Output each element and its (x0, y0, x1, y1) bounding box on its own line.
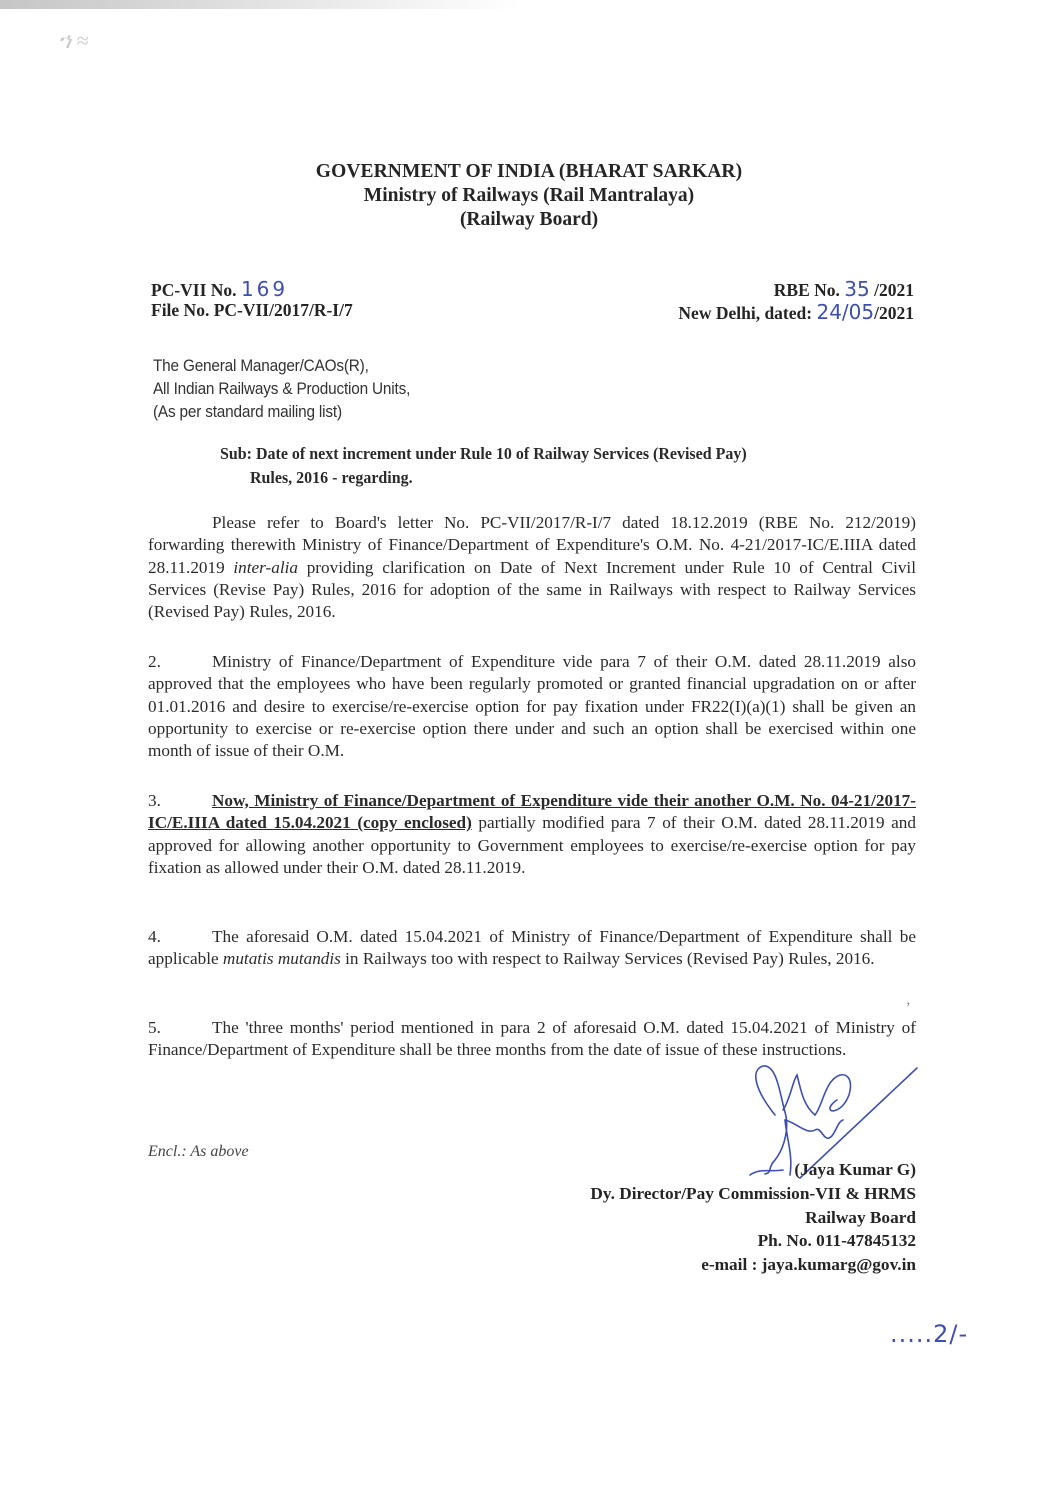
signatory-office: Railway Board (805, 1207, 916, 1227)
paragraph-number: 4. (148, 927, 161, 946)
paragraph-number: 2. (148, 652, 161, 671)
subject-line-1: Sub: Date of next increment under Rule 10 of Railway Services (Revised Pay) (220, 444, 747, 463)
addressee-line: The General Manager/CAOs(R), (153, 357, 369, 375)
date-year: /2021 (874, 303, 914, 323)
dated-line (678, 300, 914, 324)
rbe-year: /2021 (874, 280, 914, 300)
scan-edge-shadow (0, 0, 520, 9)
date-month-handwritten: 05 (848, 300, 875, 324)
file-number: File No. PC-VII/2017/R-I/7 (151, 300, 353, 320)
signatory-email: e-mail : jaya.kumarg@gov.in (701, 1255, 916, 1275)
signatory-designation: Dy. Director/Pay Commission-VII & HRMS (590, 1183, 916, 1203)
underlined-reference: Now, Ministry of Finance/Department of Expenditure vide their another O.M. No. 04-21/2017-IC/E.IIIA dated 15.04.2021 (copy enclosed) (148, 791, 916, 833)
rbe-number-handwritten: 35 (844, 277, 870, 301)
rbe-label: RBE No. (773, 280, 840, 300)
enclosure-note: Encl.: As above (148, 1143, 249, 1160)
continuation-mark: .....2/- (890, 1320, 969, 1348)
pc-number-line (151, 277, 288, 301)
header-board: (Railway Board) (459, 209, 599, 230)
paragraph-1: Please refer to Board's letter No. PC-VII/2017/R-I/7 dated 18.12.2019 (RBE No. 212/2019) forwarding therewith Ministry of Finance/Department of Expenditure's O.M. No. 4-21/2017-IC/E.IIIA dated 28.11.2019 inter-alia providing clarification on Date of Next Increment under Rule 10 of Central Civil Services (Revise Pay) Rules, 2016 for adoption of the same in Railways with respect to Railway Services (Revised Pay) Rules, 2016. (148, 513, 916, 622)
date-day-handwritten: 24 (816, 300, 842, 324)
latin-term: mutatis mutandis (222, 949, 341, 969)
subject-line-2: Rules, 2016 - regarding. (250, 468, 413, 487)
header-government: GOVERNMENT OF INDIA (BHARAT SARKAR) (315, 161, 743, 182)
addressee-line: All Indian Railways & Production Units, (153, 380, 411, 398)
pencil-annotation: ኀ ≈ (58, 28, 89, 53)
paragraph-number: 3. (148, 791, 161, 810)
addressee-line: (As per standard mailing list) (153, 403, 342, 421)
dated-label: New Delhi, dated: (678, 303, 813, 323)
paragraph-4: 4. The aforesaid O.M. dated 15.04.2021 of Ministry of Finance/Department of Expenditure shall be applicable mutatis mutandis in Railways too with respect to Railway Services (Revised Pay) Rules, 2016. (148, 927, 916, 969)
rbe-number-line (774, 277, 914, 301)
signatory-block (590, 1158, 916, 1277)
stray-mark: , (906, 993, 910, 1008)
header-ministry: Ministry of Railways (Rail Mantralaya) (363, 185, 695, 206)
signatory-name: (Jaya Kumar G) (794, 1160, 916, 1179)
paragraph-2: 2. Ministry of Finance/Department of Expenditure vide para 7 of their O.M. dated 28.11.2019 also approved that the employees who have been regularly promoted or granted financial upgradation on or after 01.01.2016 and desire to exercise/re-exercise option for pay fixation under FR22(I)(a)(1) shall be given an opportunity to exercise or re-exercise option there under and such an option shall be exercised within one month of issue of their O.M. (148, 652, 916, 761)
paragraph-number: 5. (148, 1018, 161, 1037)
pc-number-handwritten: 169 (240, 277, 289, 301)
paragraph-5: 5. The 'three months' period mentioned in para 2 of aforesaid O.M. dated 15.04.2021 of Ministry of Finance/Department of Expenditure shall be three months from the date of issue of these instructions. (148, 1018, 916, 1060)
paragraph-3: 3. Now, Ministry of Finance/Department of Expenditure vide their another O.M. No. 04-21/2017-IC/E.IIIA dated 15.04.2021 (copy enclosed) partially modified para 7 of their O.M. dated 28.11.2019 and approved for allowing another opportunity to Government employees to exercise/re-exercise option for pay fixation as allowed under their O.M. dated 28.11.2019. (148, 791, 916, 877)
pc-label: PC-VII No. (151, 280, 237, 300)
date-separator: / (841, 300, 849, 324)
signatory-phone: Ph. No. 011-47845132 (757, 1231, 916, 1251)
latin-term: inter-alia (233, 557, 298, 577)
